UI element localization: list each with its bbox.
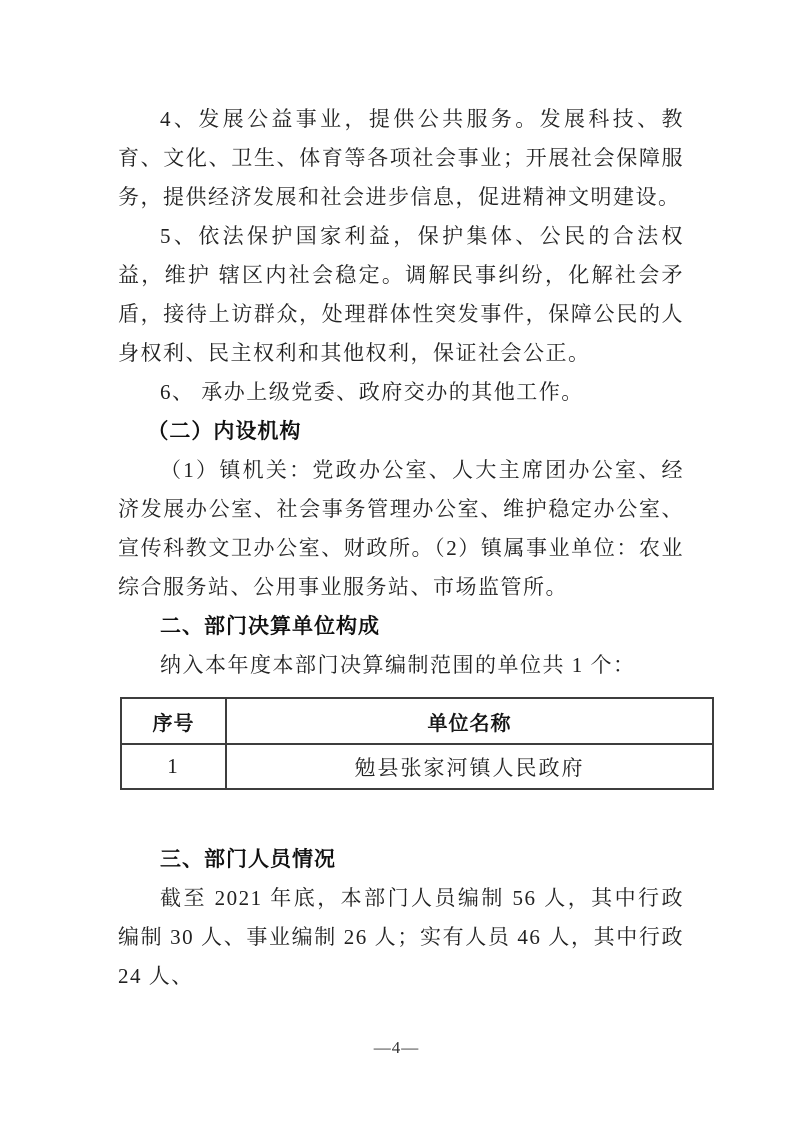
paragraph-public-services: 4、发展公益事业，提供公共服务。发展科技、教育、文化、卫生、体育等各项社会事业；开展社会保障服务，提供经济发展和社会进步信息，促进精神文明建设。	[118, 107, 684, 209]
table-header-unit-name: 单位名称	[226, 698, 713, 744]
heading-personnel: 三、部门人员情况	[160, 848, 336, 871]
unit-composition-table	[120, 697, 714, 790]
paragraph-protect-rights: 5、依法保护国家利益，保护集体、公民的合法权益，维护 辖区内社会稳定。调解民事纠纷，化解社会矛盾，接待上访群众，处理群体性突发事件，保障公民的人身权利、民主权利和其他权利，保证社会公正。	[118, 224, 684, 365]
table-cell-seq: 1	[121, 744, 226, 789]
paragraph-internal-orgs: （1）镇机关：党政办公室、人大主席团办公室、经济发展办公室、社会事务管理办公室、维护稳定办公室、宣传科教文卫办公室、财政所。（2）镇属事业单位：农业综合服务站、公用事业服务站、市场监管所。	[118, 458, 684, 599]
document-content	[118, 100, 684, 996]
paragraph-personnel: 截至 2021 年底，本部门人员编制 56 人，其中行政编制 30 人、事业编制 26 人；实有人员 46 人，其中行政 24 人、	[118, 886, 684, 988]
heading-internal-orgs: （二）内设机构	[147, 420, 302, 443]
table-header-row	[121, 698, 713, 744]
paragraph-other-tasks: 6、 承办上级党委、政府交办的其他工作。	[160, 380, 584, 404]
page-number: —4—	[373, 1038, 420, 1057]
paragraph-unit-scope: 纳入本年度本部门决算编制范围的单位共 1 个：	[160, 653, 636, 677]
heading-unit-composition: 二、部门决算单位构成	[160, 615, 380, 638]
table-header-seq: 序号	[121, 698, 226, 744]
table-row	[121, 744, 713, 789]
table-cell-unit-name: 勉县张家河镇人民政府	[226, 744, 713, 789]
